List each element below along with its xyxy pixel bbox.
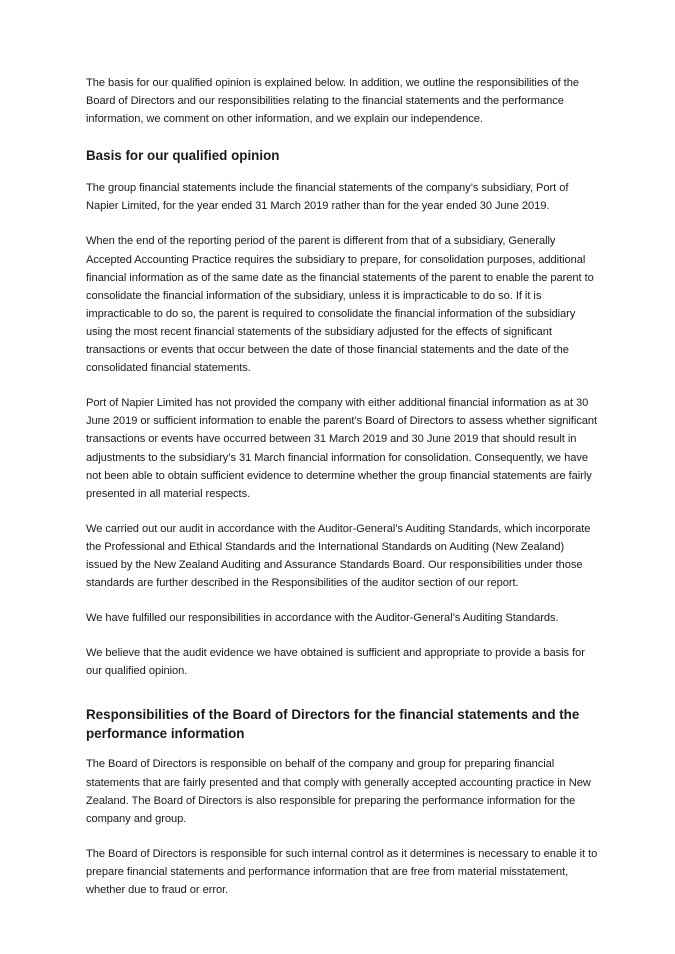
body-paragraph: We have fulfilled our responsibilities in accordance with the Auditor-General’s Auditing Standards. — [86, 612, 559, 625]
body-paragraph: We believe that the audit evidence we have obtained is sufficient and appropriate to provide a basis for our qualified opinion. — [86, 647, 585, 678]
body-paragraph: Port of Napier Limited has not provided the company with either additional financial information as at 30 June 2019 or sufficient information to enable the parent’s Board of Directors to assess whether significant transactions or events have occurred between 31 March 2019 and 30 June 2019 that should result in adjustments to the subsidiary’s 31 March financial information for consolidation. Consequently, we have not been able to obtain sufficient evidence to determine whether the group financial statements are fairly presented in all material respects. — [86, 397, 598, 500]
body-paragraph: The Board of Directors is responsible on behalf of the company and group for preparing financial statements that are fairly presented and that comply with generally accepted accounting practice in New Zealand. The Board of Directors is also responsible for preparing the performance information for the company and group. — [86, 758, 591, 825]
body-paragraph: We carried out our audit in accordance with the Auditor-General’s Auditing Standards, which incorporate the Professional and Ethical Standards and the International Standards on Auditing (New Zealand) issued by the New Zealand Auditing and Assurance Standards Board. Our responsibilities under those standards are further described in the Responsibilities of the auditor section of our report. — [86, 522, 591, 590]
body-paragraph: The Board of Directors is responsible for such internal control as it determines is necessary to enable it to prepare financial statements and performance information that are free from material misstatement, whether due to fraud or error. — [86, 847, 598, 896]
intro-paragraph: The basis for our qualified opinion is explained below. In addition, we outline the responsibilities of the Board of Directors and our responsibilities relating to the financial statements and the performance information, we comment on other information, and we explain our independence. — [86, 77, 579, 126]
body-paragraph: The group financial statements include the financial statements of the company’s subsidiary, Port of Napier Limited, for the year ended 31 March 2019 rather than for the year ended 30 June 2019. — [86, 182, 569, 213]
section-heading-responsibilities: Responsibilities of the Board of Directors for the financial statements and the performance information — [86, 707, 580, 742]
document-page — [86, 74, 598, 899]
section-heading-basis: Basis for our qualified opinion — [86, 148, 280, 164]
body-paragraph: When the end of the reporting period of the parent is different from that of a subsidiary, Generally Accepted Accounting Practice requires the subsidiary to prepare, for consolidation purposes, additional financial information as of the same date as the financial statements of the parent to enable the parent to consolidate the financial information of the subsidiary, unless it is impracticable to do so. If it is impracticable to do so, the parent is required to consolidate the financial information of the subsidiary using the most recent financial statements of the subsidiary adjusted for the effects of significant transactions or events that occur between the date of those financial statements and the date of the consolidated financial statements. — [86, 235, 594, 375]
